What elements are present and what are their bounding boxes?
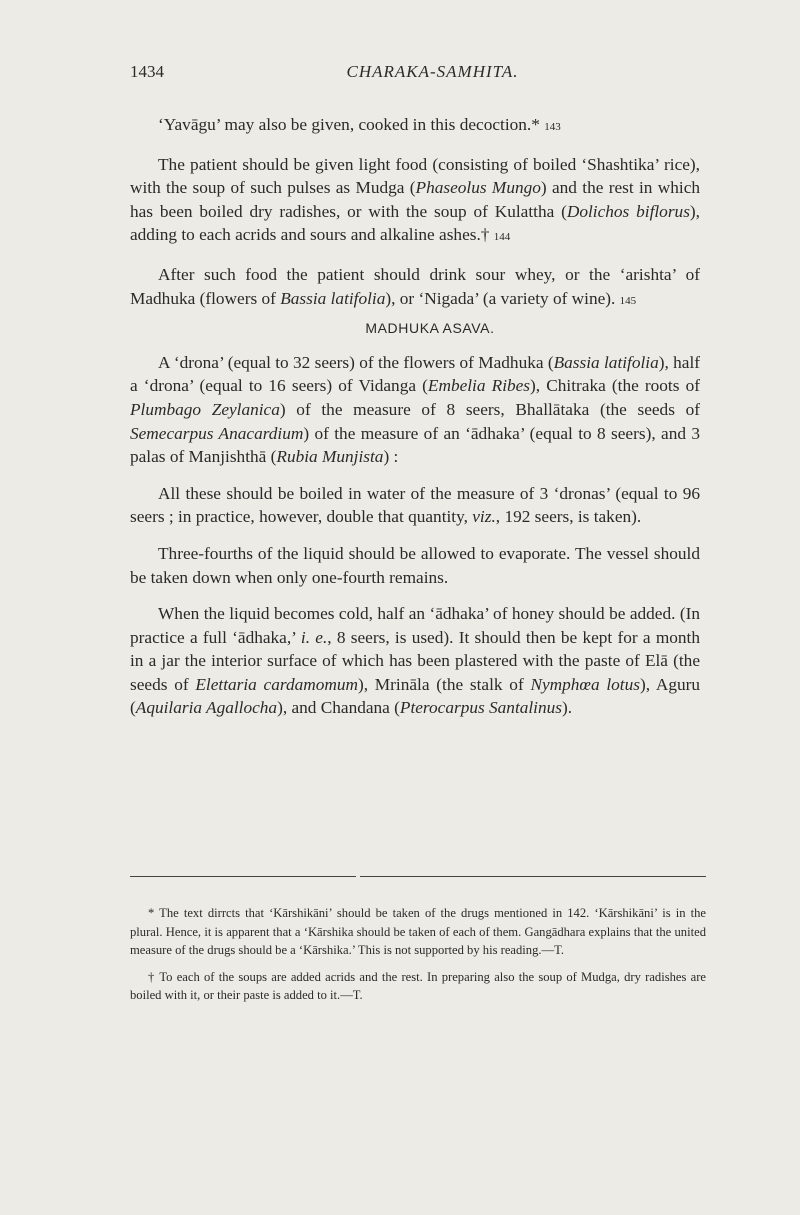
footnote-asterisk: * The text dirrcts that ‘Kārshikāni’ should be taken of the drugs mentioned in 142. ‘Kārshikāni’ is in the plural. Hence, it is apparent that a ‘Kārshika should be taken of each of them. Gangādhara explains that the united measure of the drugs should be a ‘Kārshika.’ This is not supported by his reading.—T.	[130, 906, 706, 958]
footnote-dagger: † To each of the soups are added acrids and the rest. In preparing also the soup of Mudga, dry radishes are boiled with it, or their paste is added to it.—T.	[130, 969, 706, 1003]
paragraph-boiling: All these should be boiled in water of the measure of 3 ‘dronas’ (equal to 96 seers ; in practice, however, double that quantity, viz., 192 seers, is taken).	[130, 483, 700, 527]
running-title: CHARAKA-SAMHITA.	[346, 62, 519, 81]
paragraph-evaporate: Three-fourths of the liquid should be allowed to evaporate. The vessel should be taken down when only one-fourth remains.	[130, 543, 700, 587]
verse-number: 143	[544, 121, 561, 133]
main-text	[130, 113, 700, 720]
paragraph-yavagu: ‘Yavāgu’ may also be given, cooked in this decoction.* 143	[158, 115, 561, 134]
paragraph-light-food: The patient should be given light food (consisting of boiled ‘Shashtika’ rice), with the soup of such pulses as Mudga (Phaseolus Mungo) and the rest in which has been boiled dry radishes, or with the soup of Kulattha (Dolichos biflorus), adding to each acrids and sours and alkaline ashes.† 144	[130, 154, 701, 245]
paragraph-honey: When the liquid becomes cold, half an ‘ādhaka’ of honey should be added. (In practice a full ‘ādhaka,’ i. e., 8 seers, is used). It should then be kept for a month in a jar the interior surface of which has been plastered with the paste of Elā (the seeds of Elettaria cardamomum), Mrināla (the stalk of Nymphœa lotus), Aguru (Aquilaria Agallocha), and Chandana (Pterocarpus Santalinus).	[130, 604, 701, 718]
page-number: 1434	[130, 62, 164, 81]
paragraph-drona: A ‘drona’ (equal to 32 seers) of the flowers of Madhuka (Bassia latifolia), half a ‘drona’ (equal to 16 seers) of Vidanga (Embelia Ribes), Chitraka (the roots of Plumbago Zeylanica) of the measure of 8 seers, Bhallātaka (the seeds of Semecarpus Anacardium) of the measure of an ‘ādhaka’ (equal to 8 seers), and 3 palas of Manjishthā (Rubia Munjista) :	[130, 352, 700, 467]
footnotes	[130, 904, 706, 1013]
verse-number: 144	[493, 231, 511, 244]
section-heading: MADHUKA ASAVA.	[365, 320, 495, 337]
paragraph-sour-whey: After such food the patient should drink sour whey, or the ‘arishta’ of Madhuka (flowers of Bassia latifolia), or ‘Nigada’ (a variety of wine). 145	[130, 264, 700, 308]
page-header	[130, 62, 705, 88]
verse-number: 145	[619, 294, 637, 307]
footnote-divider	[130, 876, 706, 880]
